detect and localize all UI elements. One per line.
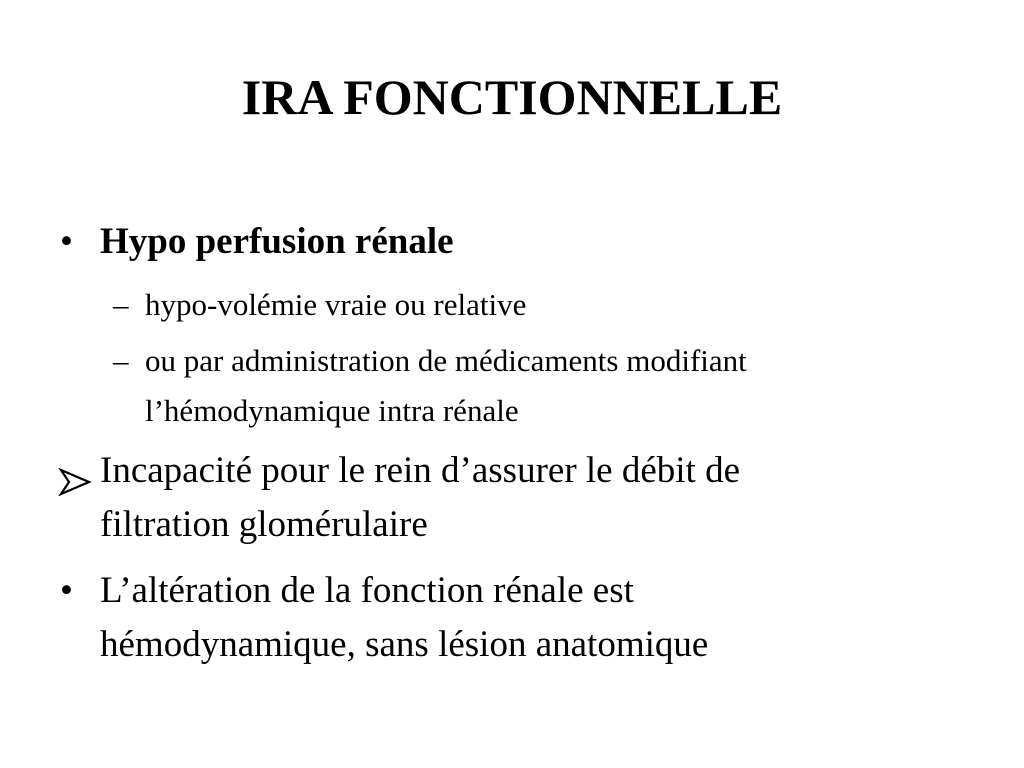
dash-marker: – xyxy=(113,343,129,378)
arrow-item-incapacite xyxy=(100,444,930,552)
arrow-bullet-icon xyxy=(58,458,94,486)
sub-bullet-line-2: l’hémodynamique intra rénale xyxy=(145,393,519,428)
bullet-marker: • xyxy=(60,221,73,262)
bullet-marker: • xyxy=(60,570,73,611)
bullet-text: Hypo perfusion rénale xyxy=(100,221,454,262)
bullet-item-alteration xyxy=(60,564,930,672)
bullet-line-2: hémodynamique, sans lésion anatomique xyxy=(100,624,709,665)
sub-bullet-item-hypovolemie xyxy=(113,280,945,330)
dash-marker: – xyxy=(113,287,129,322)
arrow-item-line-1: Incapacité pour le rein d’assurer le débit de xyxy=(100,450,741,491)
arrow-item-line-2: filtration glomérulaire xyxy=(100,504,428,545)
sub-bullet-line-1: ou par administration de médicaments modifiant xyxy=(145,343,747,378)
bullet-item-hypo-perfusion xyxy=(60,215,930,269)
slide-title: IRA FONCTIONNELLE xyxy=(241,69,783,125)
sub-bullet-item-medicaments xyxy=(113,336,945,436)
sub-bullet-text: hypo-volémie vraie ou relative xyxy=(145,287,527,322)
bullet-line-1: L’altération de la fonction rénale est xyxy=(100,570,634,611)
